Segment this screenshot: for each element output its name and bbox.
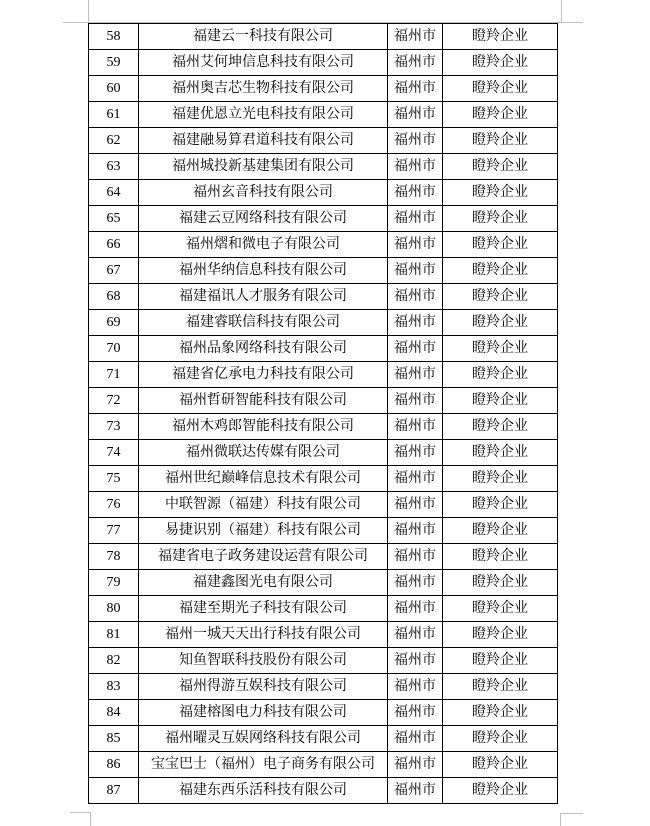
- city-cell: 福州市: [388, 570, 443, 596]
- company-name-cell: 福州得游互娱科技有限公司: [139, 674, 388, 700]
- table-row: [89, 648, 558, 674]
- city-cell: 福州市: [388, 24, 443, 50]
- category-cell: 瞪羚企业: [443, 180, 558, 206]
- category-cell: 瞪羚企业: [443, 440, 558, 466]
- city-cell: 福州市: [388, 674, 443, 700]
- table-row: [89, 258, 558, 284]
- category-cell: 瞪羚企业: [443, 76, 558, 102]
- city-cell: 福州市: [388, 284, 443, 310]
- company-name-cell: 福州哲研智能科技有限公司: [139, 388, 388, 414]
- category-cell: 瞪羚企业: [443, 700, 558, 726]
- row-number-cell: 65: [89, 206, 139, 232]
- city-cell: 福州市: [388, 362, 443, 388]
- company-name-cell: 易捷识别（福建）科技有限公司: [139, 518, 388, 544]
- row-number-cell: 82: [89, 648, 139, 674]
- table-row: [89, 336, 558, 362]
- row-number-cell: 64: [89, 180, 139, 206]
- row-number-cell: 75: [89, 466, 139, 492]
- table-row: [89, 128, 558, 154]
- crop-mark-bottom-left-horizontal: [70, 812, 91, 813]
- city-cell: 福州市: [388, 258, 443, 284]
- crop-mark-bottom-right-horizontal: [560, 813, 583, 814]
- row-number-cell: 83: [89, 674, 139, 700]
- category-cell: 瞪羚企业: [443, 128, 558, 154]
- row-number-cell: 84: [89, 700, 139, 726]
- category-cell: 瞪羚企业: [443, 336, 558, 362]
- table-row: [89, 102, 558, 128]
- crop-mark-top-right-vertical: [561, 0, 562, 22]
- row-number-cell: 85: [89, 726, 139, 752]
- table-row: [89, 76, 558, 102]
- city-cell: 福州市: [388, 544, 443, 570]
- table-row: [89, 466, 558, 492]
- category-cell: 瞪羚企业: [443, 648, 558, 674]
- category-cell: 瞪羚企业: [443, 596, 558, 622]
- city-cell: 福州市: [388, 752, 443, 778]
- city-cell: 福州市: [388, 414, 443, 440]
- company-name-cell: 福州曜灵互娱网络科技有限公司: [139, 726, 388, 752]
- enterprise-table: [88, 23, 558, 804]
- table-row: [89, 440, 558, 466]
- row-number-cell: 77: [89, 518, 139, 544]
- table-row: [89, 518, 558, 544]
- table-row: [89, 388, 558, 414]
- row-number-cell: 66: [89, 232, 139, 258]
- company-name-cell: 福建福讯人才服务有限公司: [139, 284, 388, 310]
- city-cell: 福州市: [388, 466, 443, 492]
- row-number-cell: 87: [89, 778, 139, 804]
- category-cell: 瞪羚企业: [443, 414, 558, 440]
- table-row: [89, 362, 558, 388]
- table-row: [89, 544, 558, 570]
- table-row: [89, 622, 558, 648]
- table-row: [89, 752, 558, 778]
- crop-mark-bottom-left-vertical: [90, 812, 91, 826]
- crop-mark-top-left-vertical: [88, 0, 89, 22]
- company-name-cell: 福州熠和微电子有限公司: [139, 232, 388, 258]
- row-number-cell: 72: [89, 388, 139, 414]
- city-cell: 福州市: [388, 388, 443, 414]
- city-cell: 福州市: [388, 50, 443, 76]
- city-cell: 福州市: [388, 128, 443, 154]
- company-name-cell: 福建融易算君道科技有限公司: [139, 128, 388, 154]
- table-row: [89, 414, 558, 440]
- company-name-cell: 福州奥吉芯生物科技有限公司: [139, 76, 388, 102]
- company-name-cell: 福建优恩立光电科技有限公司: [139, 102, 388, 128]
- company-name-cell: 福州微联达传媒有限公司: [139, 440, 388, 466]
- city-cell: 福州市: [388, 726, 443, 752]
- category-cell: 瞪羚企业: [443, 674, 558, 700]
- city-cell: 福州市: [388, 336, 443, 362]
- city-cell: 福州市: [388, 492, 443, 518]
- city-cell: 福州市: [388, 778, 443, 804]
- company-name-cell: 福州城投新基建集团有限公司: [139, 154, 388, 180]
- row-number-cell: 86: [89, 752, 139, 778]
- table-row: [89, 50, 558, 76]
- company-name-cell: 福州品象网络科技有限公司: [139, 336, 388, 362]
- row-number-cell: 58: [89, 24, 139, 50]
- company-name-cell: 福建至期光子科技有限公司: [139, 596, 388, 622]
- company-name-cell: 福建省亿承电力科技有限公司: [139, 362, 388, 388]
- company-name-cell: 福建云一科技有限公司: [139, 24, 388, 50]
- row-number-cell: 76: [89, 492, 139, 518]
- city-cell: 福州市: [388, 206, 443, 232]
- company-name-cell: 福建东西乐活科技有限公司: [139, 778, 388, 804]
- row-number-cell: 80: [89, 596, 139, 622]
- table-row: [89, 492, 558, 518]
- category-cell: 瞪羚企业: [443, 284, 558, 310]
- company-name-cell: 福州艾何坤信息科技有限公司: [139, 50, 388, 76]
- city-cell: 福州市: [388, 154, 443, 180]
- table-body: [89, 24, 558, 804]
- category-cell: 瞪羚企业: [443, 492, 558, 518]
- row-number-cell: 74: [89, 440, 139, 466]
- company-name-cell: 福建睿联信科技有限公司: [139, 310, 388, 336]
- category-cell: 瞪羚企业: [443, 102, 558, 128]
- city-cell: 福州市: [388, 648, 443, 674]
- company-name-cell: 福州一城天天出行科技有限公司: [139, 622, 388, 648]
- company-name-cell: 福建云豆网络科技有限公司: [139, 206, 388, 232]
- row-number-cell: 70: [89, 336, 139, 362]
- city-cell: 福州市: [388, 622, 443, 648]
- category-cell: 瞪羚企业: [443, 518, 558, 544]
- company-name-cell: 福建榕图电力科技有限公司: [139, 700, 388, 726]
- row-number-cell: 69: [89, 310, 139, 336]
- city-cell: 福州市: [388, 596, 443, 622]
- table-row: [89, 570, 558, 596]
- table-row: [89, 24, 558, 50]
- category-cell: 瞪羚企业: [443, 50, 558, 76]
- city-cell: 福州市: [388, 440, 443, 466]
- city-cell: 福州市: [388, 518, 443, 544]
- city-cell: 福州市: [388, 700, 443, 726]
- category-cell: 瞪羚企业: [443, 310, 558, 336]
- city-cell: 福州市: [388, 310, 443, 336]
- table-row: [89, 284, 558, 310]
- company-name-cell: 福州木鸡郎智能科技有限公司: [139, 414, 388, 440]
- company-name-cell: 福建省电子政务建设运营有限公司: [139, 544, 388, 570]
- table-row: [89, 700, 558, 726]
- company-name-cell: 知鱼智联科技股份有限公司: [139, 648, 388, 674]
- table-row: [89, 206, 558, 232]
- category-cell: 瞪羚企业: [443, 362, 558, 388]
- table-row: [89, 310, 558, 336]
- crop-mark-bottom-right-vertical: [560, 813, 561, 826]
- city-cell: 福州市: [388, 180, 443, 206]
- category-cell: 瞪羚企业: [443, 154, 558, 180]
- row-number-cell: 79: [89, 570, 139, 596]
- table-row: [89, 674, 558, 700]
- category-cell: 瞪羚企业: [443, 622, 558, 648]
- city-cell: 福州市: [388, 102, 443, 128]
- table-row: [89, 154, 558, 180]
- table-row: [89, 778, 558, 804]
- category-cell: 瞪羚企业: [443, 258, 558, 284]
- category-cell: 瞪羚企业: [443, 544, 558, 570]
- table-row: [89, 726, 558, 752]
- row-number-cell: 78: [89, 544, 139, 570]
- row-number-cell: 67: [89, 258, 139, 284]
- company-name-cell: 福建鑫图光电有限公司: [139, 570, 388, 596]
- city-cell: 福州市: [388, 76, 443, 102]
- category-cell: 瞪羚企业: [443, 570, 558, 596]
- category-cell: 瞪羚企业: [443, 466, 558, 492]
- row-number-cell: 63: [89, 154, 139, 180]
- table-row: [89, 232, 558, 258]
- category-cell: 瞪羚企业: [443, 206, 558, 232]
- company-name-cell: 福州玄音科技有限公司: [139, 180, 388, 206]
- category-cell: 瞪羚企业: [443, 726, 558, 752]
- table-row: [89, 596, 558, 622]
- category-cell: 瞪羚企业: [443, 388, 558, 414]
- row-number-cell: 71: [89, 362, 139, 388]
- company-name-cell: 中联智源（福建）科技有限公司: [139, 492, 388, 518]
- category-cell: 瞪羚企业: [443, 778, 558, 804]
- category-cell: 瞪羚企业: [443, 24, 558, 50]
- company-name-cell: 宝宝巴士（福州）电子商务有限公司: [139, 752, 388, 778]
- row-number-cell: 62: [89, 128, 139, 154]
- row-number-cell: 73: [89, 414, 139, 440]
- table-row: [89, 180, 558, 206]
- row-number-cell: 81: [89, 622, 139, 648]
- row-number-cell: 61: [89, 102, 139, 128]
- row-number-cell: 68: [89, 284, 139, 310]
- row-number-cell: 60: [89, 76, 139, 102]
- category-cell: 瞪羚企业: [443, 752, 558, 778]
- row-number-cell: 59: [89, 50, 139, 76]
- company-name-cell: 福州世纪巅峰信息技术有限公司: [139, 466, 388, 492]
- company-name-cell: 福州华纳信息科技有限公司: [139, 258, 388, 284]
- city-cell: 福州市: [388, 232, 443, 258]
- category-cell: 瞪羚企业: [443, 232, 558, 258]
